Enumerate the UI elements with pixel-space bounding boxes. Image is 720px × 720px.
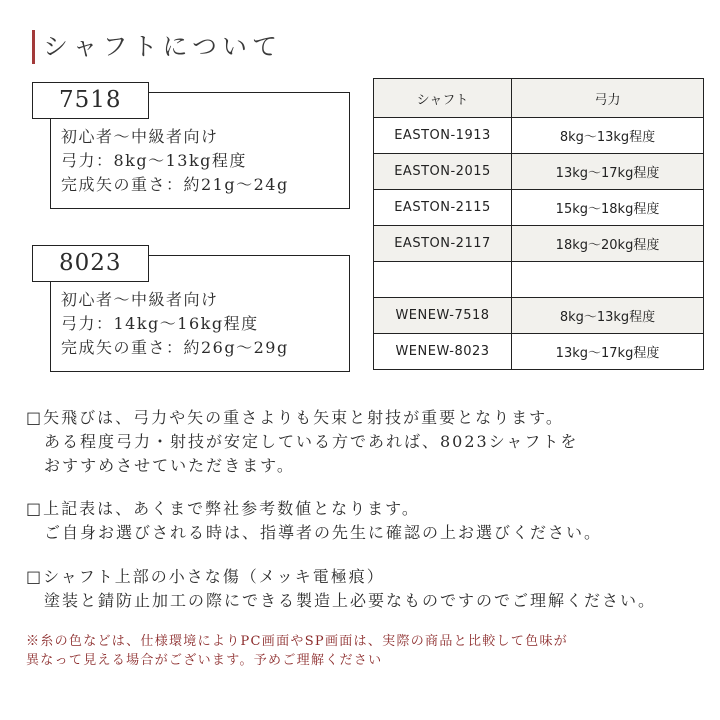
cell-shaft: EASTON-1913 <box>374 118 512 154</box>
cell-draw-weight: 8kg〜13kg程度 <box>512 118 704 154</box>
disclaimer-line: ※糸の色などは、仕様環境によりPC画面やSP画面は、実際の商品と比較して色味が <box>26 634 569 649</box>
cell-shaft: EASTON-2015 <box>374 154 512 190</box>
page-title: シャフトについて <box>32 30 282 64</box>
spec-level: 初心者〜中級者向け <box>61 127 219 146</box>
cell-shaft: EASTON-2117 <box>374 226 512 262</box>
note-shaft-scratches <box>26 565 656 613</box>
cell-draw-weight: 8kg〜13kg程度 <box>512 298 704 334</box>
cell-draw-weight <box>512 262 704 298</box>
table-row <box>374 118 704 154</box>
column-header-draw-weight: 弓力 <box>512 79 704 118</box>
table-header-row <box>374 79 704 118</box>
shaft-table <box>373 78 704 370</box>
spec-draw-weight: 弓力：8kg〜13kg程度 <box>61 151 247 170</box>
note-line: 塗装と錆防止加工の際にできる製造上必要なものですのでご理解ください。 <box>44 591 657 610</box>
note-arrow-flight <box>26 406 578 478</box>
disclaimer-line: 異なって見える場合がございます。予めご理解ください <box>26 653 383 668</box>
cell-shaft <box>374 262 512 298</box>
cell-shaft: EASTON-2115 <box>374 190 512 226</box>
spec-model-label: 8023 <box>32 245 149 282</box>
table-row <box>374 226 704 262</box>
note-line: ご自身お選びされる時は、指導者の先生に確認の上お選びください。 <box>44 523 603 542</box>
cell-shaft: WENEW-7518 <box>374 298 512 334</box>
table-row-empty <box>374 262 704 298</box>
cell-draw-weight: 13kg〜17kg程度 <box>512 154 704 190</box>
note-line: ある程度弓力・射技が安定している方であれば、8023シャフトを <box>44 432 579 451</box>
note-line: □上記表は、あくまで弊社参考数値となります。 <box>26 499 420 518</box>
column-header-shaft: シャフト <box>374 79 512 118</box>
table-row <box>374 334 704 370</box>
cell-draw-weight: 13kg〜17kg程度 <box>512 334 704 370</box>
table-row <box>374 298 704 334</box>
note-line: □シャフト上部の小さな傷（メッキ電極痕） <box>26 567 385 586</box>
cell-draw-weight: 15kg〜18kg程度 <box>512 190 704 226</box>
table-row <box>374 190 704 226</box>
color-disclaimer <box>26 632 568 670</box>
spec-arrow-weight: 完成矢の重さ：約26g〜29g <box>61 338 289 357</box>
cell-shaft: WENEW-8023 <box>374 334 512 370</box>
spec-arrow-weight: 完成矢の重さ：約21g〜24g <box>61 175 289 194</box>
table-row <box>374 154 704 190</box>
note-line: □矢飛びは、弓力や矢の重さよりも矢束と射技が重要となります。 <box>26 408 564 427</box>
cell-draw-weight: 18kg〜20kg程度 <box>512 226 704 262</box>
spec-level: 初心者〜中級者向け <box>61 290 219 309</box>
spec-draw-weight: 弓力：14kg〜16kg程度 <box>61 314 259 333</box>
spec-model-label: 7518 <box>32 82 149 119</box>
note-reference-values <box>26 497 602 545</box>
note-line: おすすめさせていただきます。 <box>44 456 295 475</box>
